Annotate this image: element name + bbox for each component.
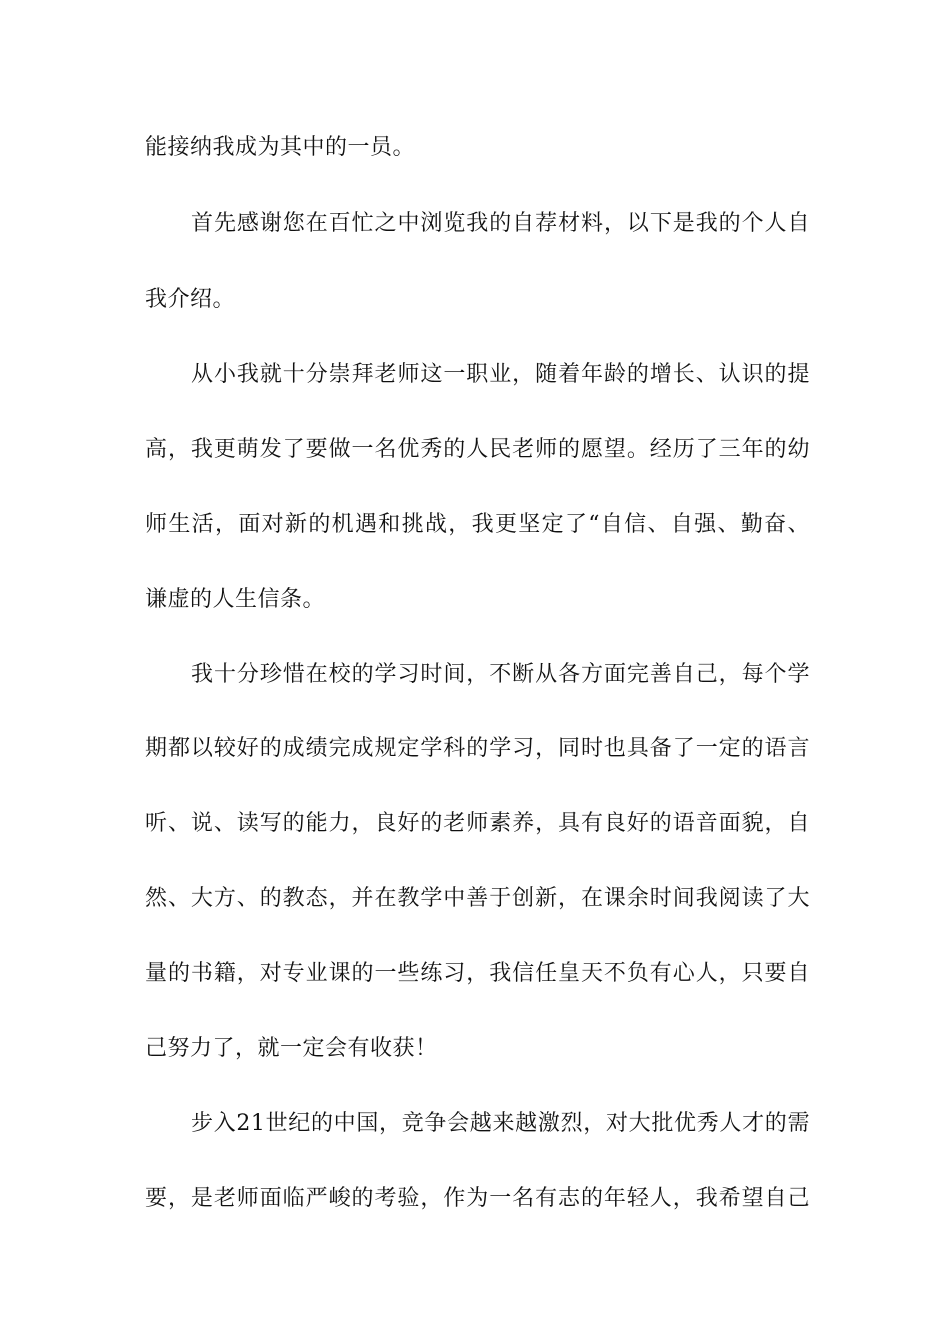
text-line: 量的书籍，对专业课的一些练习，我信任皇天不负有心人，只要自	[145, 961, 810, 986]
text-line: 步入21世纪的中国，竞争会越来越激烈，对大批优秀人才的需	[191, 1111, 810, 1136]
text-line: 我介绍。	[145, 287, 236, 312]
text-line: 要，是老师面临严峻的考验，作为一名有志的年轻人，我希望自己	[145, 1186, 810, 1211]
text-line: 听、说、读写的能力，良好的老师素养，具有良好的语音面貌，自	[145, 811, 810, 836]
text-line: 然、大方、的教态，并在教学中善于创新，在课余时间我阅读了大	[145, 886, 810, 911]
text-line: 师生活，面对新的机遇和挑战，我更坚定了“自信、自强、勤奋、	[145, 512, 810, 537]
text-line: 高，我更萌发了要做一名优秀的人民老师的愿望。经历了三年的幼	[145, 437, 810, 462]
text-line: 我十分珍惜在校的学习时间，不断从各方面完善自己，每个学	[191, 662, 810, 687]
text-line: 从小我就十分崇拜老师这一职业，随着年龄的增长、认识的提	[191, 362, 810, 387]
text-line: 首先感谢您在百忙之中浏览我的自荐材料，以下是我的个人自	[191, 211, 810, 236]
text-line: 谦虚的人生信条。	[145, 587, 326, 612]
text-line: 期都以较好的成绩完成规定学科的学习，同时也具备了一定的语言	[145, 736, 810, 761]
text-line: 己努力了，就一定会有收获！	[145, 1036, 438, 1061]
text-line: 能接纳我成为其中的一员。	[145, 135, 416, 160]
